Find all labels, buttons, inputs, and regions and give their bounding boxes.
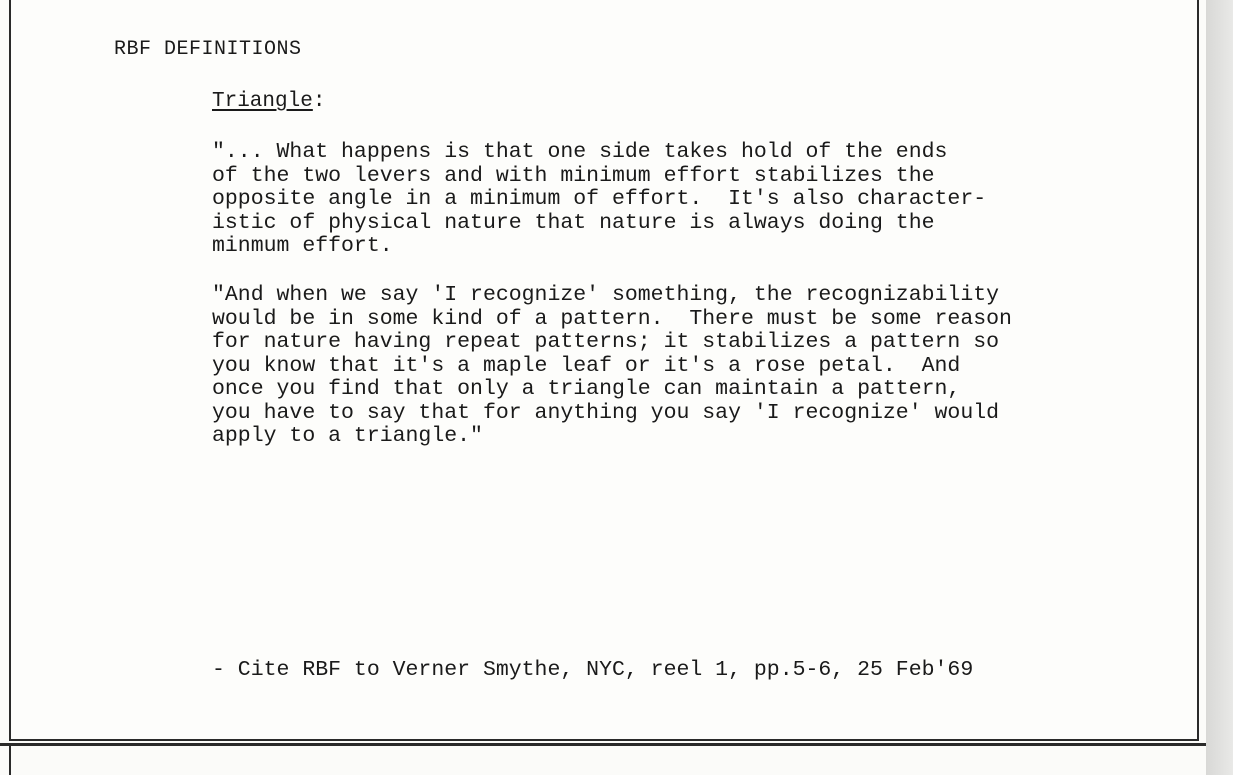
term-word: Triangle [212, 90, 313, 113]
next-card-left-border [9, 745, 11, 775]
quote-paragraph-1: "... What happens is that one side takes hold of the ends of the two levers and with minimum effort stabilizes the opposite angle in a minimum of effort. It's also character- istic of physical nature that nature is always doing the minmum effort. [212, 140, 987, 258]
card-bottom-border [0, 743, 1206, 746]
page-edge-shadow [1206, 0, 1233, 775]
term-colon: : [312, 90, 326, 113]
card-title: RBF DEFINITIONS [114, 38, 302, 61]
citation-line: - Cite RBF to Verner Smythe, NYC, reel 1, pp.5-6, 25 Feb'69 [212, 658, 974, 682]
quote-paragraph-2: "And when we say 'I recognize' something, the recognizability would be in some kind of a pattern. There must be some reason for nature having repeat patterns; it stabilizes a pattern so you know that it's a maple leaf or it's a rose petal. And once you find that only a triangle can maintain a pattern, you have to say that for anything you say 'I recognize' would apply to a triangle." [212, 283, 1012, 448]
definition-term [212, 90, 325, 113]
